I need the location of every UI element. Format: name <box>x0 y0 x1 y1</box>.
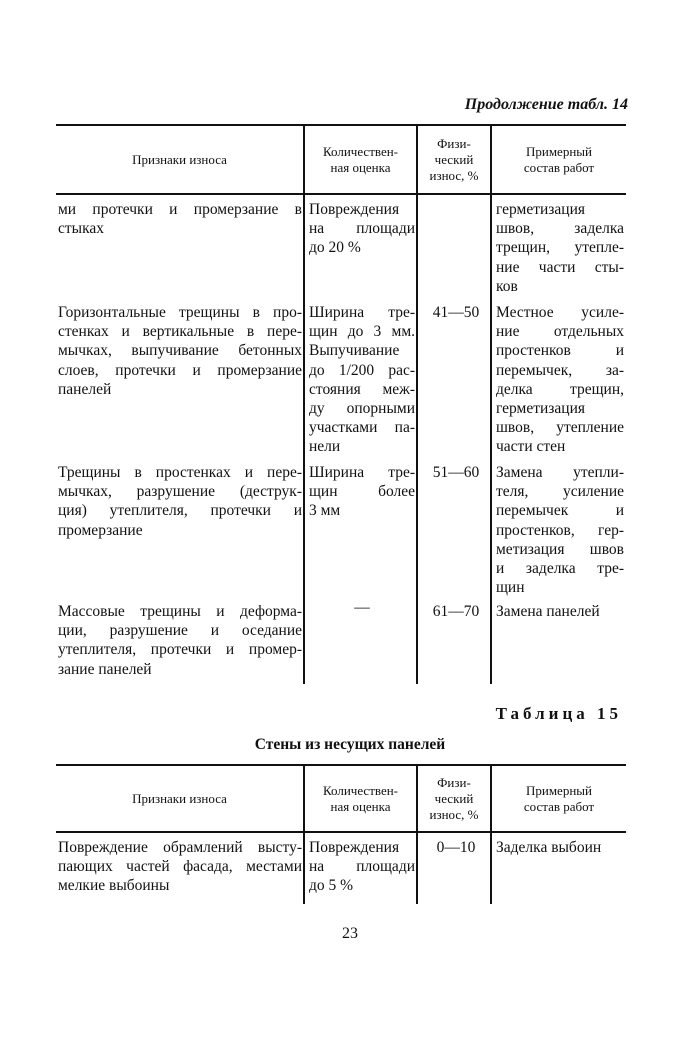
header-work-scope: Примерный состав работ <box>523 782 595 814</box>
column-divider <box>303 124 305 684</box>
header-physical-wear: Физи- ческий износ, % <box>429 135 479 183</box>
table-row-2-works: Местное усиле- ние отдельных простенков и перемычек, за- делка трещин, герметизация швов, утепление части стен <box>496 304 624 456</box>
table-row-4-works: Замена панелей <box>496 603 600 620</box>
table-row-4-assessment: — <box>354 599 370 616</box>
table-row-2-wear-percent: 41—50 <box>432 304 480 321</box>
table-row-3-works: Замена утепли- теля, усиление перемычек и простенков, гер- метизация швов и заделка тре- щин <box>496 464 624 597</box>
table-row-2-signs: Горизонтальные трещины в про- стенках и вертикальные в пере- мычках, выпучивание бетонных слоев, протечки и промерзание панелей <box>58 304 302 398</box>
table-row-1-assessment: Повреждения на площади до 20 % <box>309 201 415 257</box>
table-row-1-works: герметизация швов, заделка трещин, утепле- ние части сты- ков <box>496 201 624 295</box>
table-row-1-signs: ми протечки и промерзание в стыках <box>58 201 302 238</box>
column-divider <box>416 124 418 684</box>
table-row-1-signs: Повреждение обрамлений высту- пающих частей фасада, местами мелкие выбоины <box>58 839 302 895</box>
table-row-4-wear-percent: 61—70 <box>432 603 480 620</box>
header-bottom-rule <box>56 831 626 833</box>
table-row-1-wear-percent: 0—10 <box>436 839 476 856</box>
header-quantitative-assessment: Количествен- ная оценка <box>323 782 398 814</box>
table-row-3-wear-percent: 51—60 <box>432 464 480 481</box>
table-row-4-signs: Массовые трещины и деформа- ции, разрушение и оседание утеплителя, протечки и промер- зание панелей <box>58 603 302 678</box>
table-row-2-assessment: Ширина тре- щин до 3 мм. Выпучивание до 1/200 рас- стояния меж- ду опорными участками па- нели <box>309 304 415 456</box>
table-15-title: Стены из несущих панелей <box>254 736 446 753</box>
table-row-1-assessment: Повреждения на площади до 5 % <box>309 839 415 895</box>
header-wear-signs: Признаки износа <box>132 790 227 806</box>
header-bottom-rule <box>56 193 626 195</box>
table-continuation-label: Продолжение табл. 14 <box>464 96 628 113</box>
table-row-3-signs: Трещины в простенках и пере- мычках, разрушение (деструк- ция) утеплителя, протечки и промерзание <box>58 464 302 539</box>
header-physical-wear: Физи- ческий износ, % <box>429 774 479 822</box>
table-15-label: Таблица 15 <box>495 704 622 723</box>
table-row-1-works: Заделка выбоин <box>496 839 602 856</box>
table-row-3-assessment: Ширина тре- щин более 3 мм <box>309 464 415 520</box>
header-quantitative-assessment: Количествен- ная оценка <box>323 143 398 175</box>
page-number: 23 <box>342 925 358 942</box>
column-divider <box>490 124 492 684</box>
header-wear-signs: Признаки износа <box>132 151 227 167</box>
header-work-scope: Примерный состав работ <box>523 143 595 175</box>
